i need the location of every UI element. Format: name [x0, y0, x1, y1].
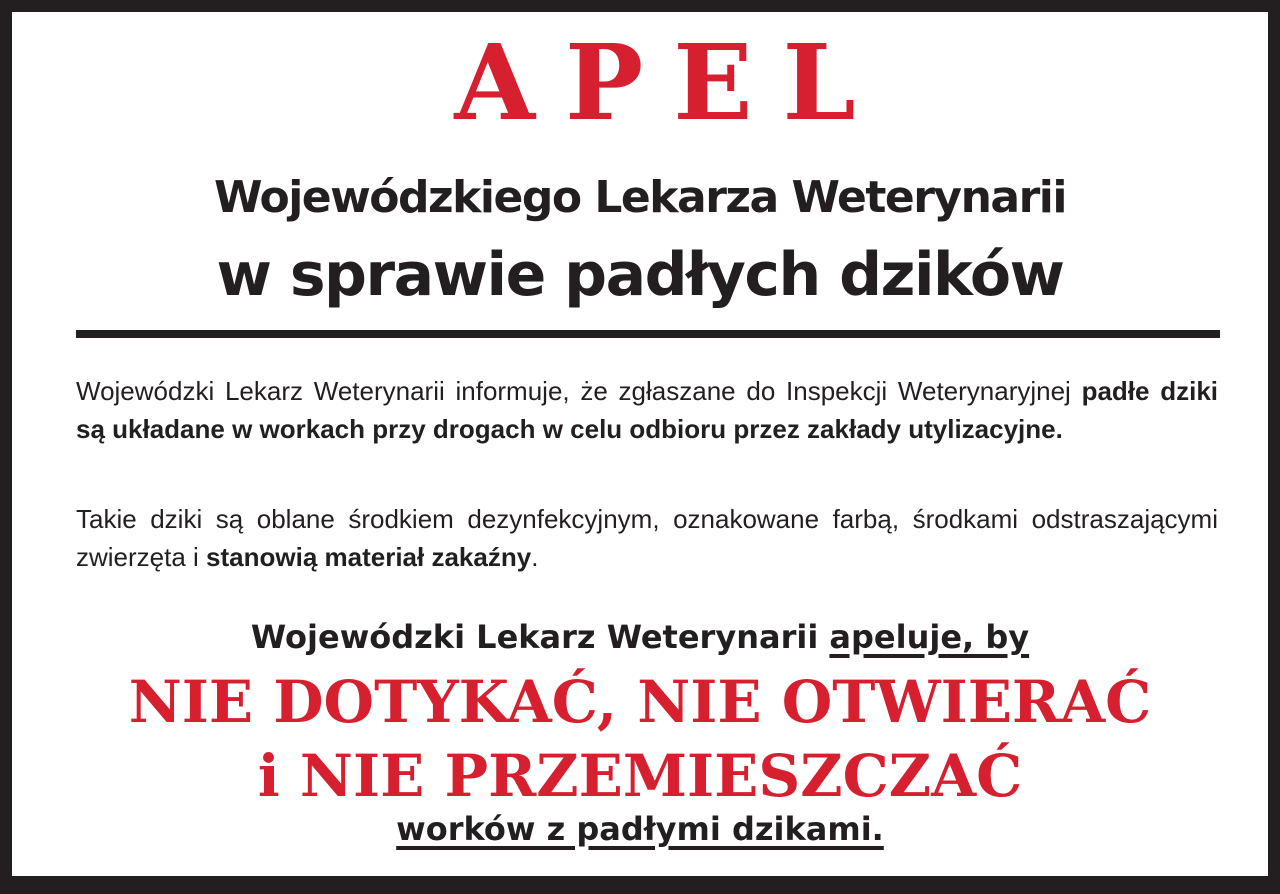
paragraph-2: [76, 500, 1218, 576]
appeal-line: [12, 615, 1268, 659]
paragraph-2-bold: stanowią materiał zakaźny: [206, 542, 532, 572]
paragraph-1-bold: padłe dziki są układane w workach przy drogach w celu odbioru przez zakłady utylizacyjne.: [76, 376, 1219, 444]
paragraph-1-text: Wojewódzki Lekarz Weterynarii informuje, że zgłaszane do Inspekcji Weterynaryjnej: [76, 376, 1082, 406]
poster-title: APEL: [454, 21, 886, 144]
poster: [12, 12, 1268, 876]
paragraph-2-end: .: [531, 542, 539, 572]
heading-line-1: Wojewódzkiego Lekarza Weterynarii: [214, 172, 1066, 223]
paragraph-2-text: Takie dziki są oblane środkiem dezynfekcyjnym, oznakowane farbą, środkami odstraszającymi zwierzęta i: [76, 504, 1218, 572]
warning-line-2: i NIE PRZEMIESZCZAĆ: [257, 742, 1023, 810]
heading-line-2: w sprawie padłych dzików: [216, 240, 1064, 310]
warning-line-1: NIE DOTYKAĆ, NIE OTWIERAĆ: [128, 668, 1152, 736]
closing-text: worków z padłymi dzikami.: [396, 810, 884, 848]
appeal-underlined: apeluje, by: [829, 618, 1030, 656]
paragraph-1: [76, 372, 1218, 448]
appeal-lead: Wojewódzki Lekarz Weterynarii: [250, 618, 830, 656]
closing-line: [12, 807, 1268, 851]
divider: [76, 330, 1220, 338]
